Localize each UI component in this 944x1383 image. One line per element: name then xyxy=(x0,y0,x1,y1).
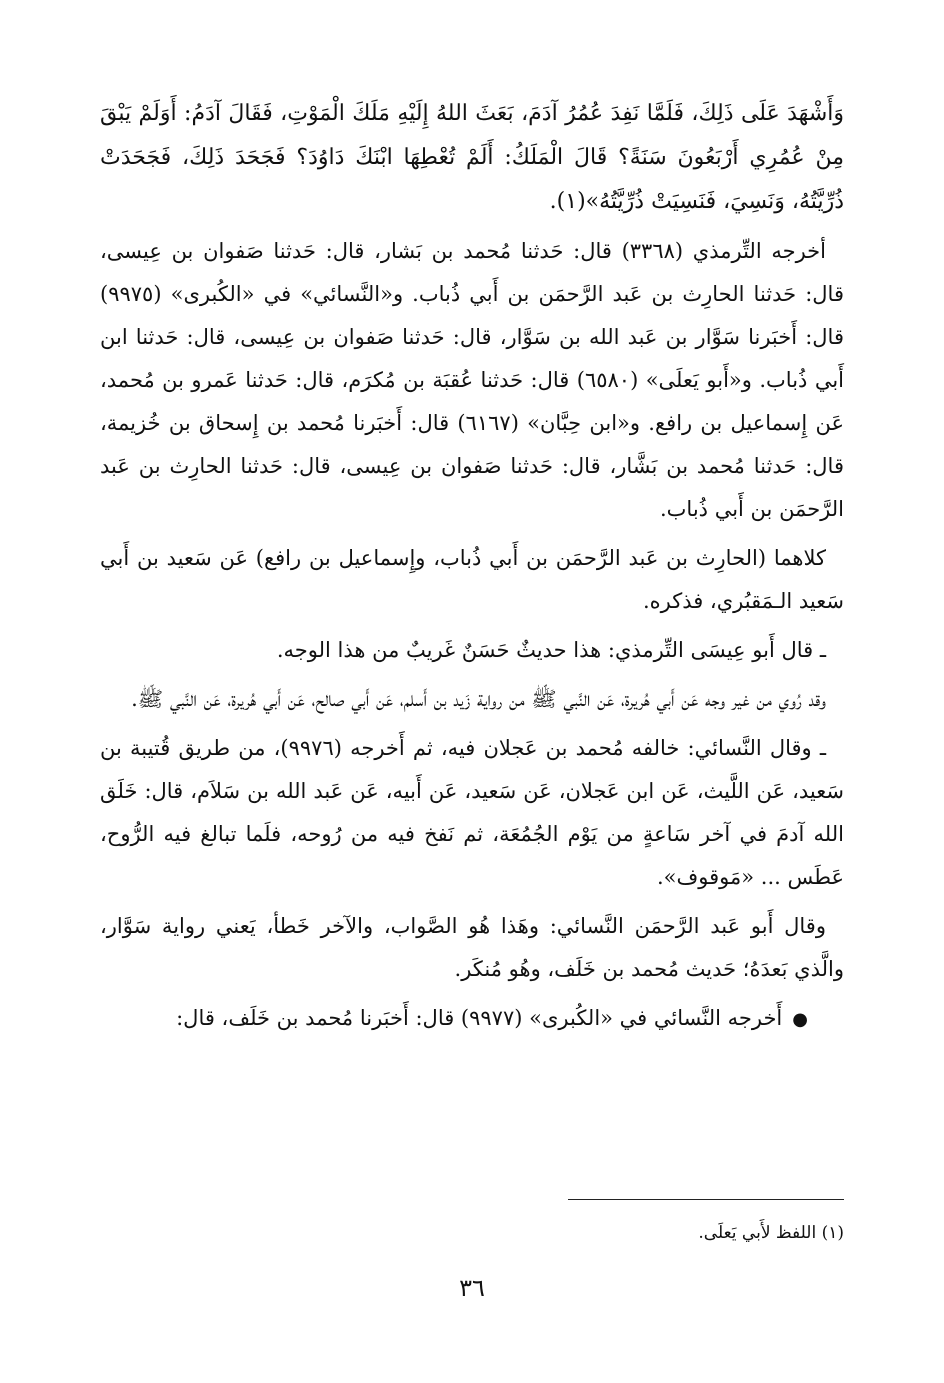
nasai-verdict-paragraph: وقال أَبو عَبد الرَّحمَن النَّسائي: وهَذا هُو الصَّواب، والآخر خَطأ، يَعني رواية سَوَّار، والَّذي بَعدَهُ؛ حَديث مُحمد بن خَلَف، وهُو مُنكَر. xyxy=(100,914,844,981)
hadith-quote-paragraph: وَأَشْهَدَ عَلَى ذَلِكَ، فَلَمَّا نَفِدَ عُمُرُ آدَمَ، بَعَثَ اللهُ إِلَيْهِ مَلَكَ الْمَوْتِ، فَقَالَ آدَمُ: أَوَلَمْ يَبْقَ مِنْ عُمُرِي أَرْبَعُونَ سَنَةً؟ قَالَ الْمَلَكُ: أَلَمْ تُعْطِهَا ابْنَكَ دَاوُدَ؟ فَجَحَدَ ذَلِكَ، فَجَحَدَتْ ذُرِّيَّتُهُ، وَنَسِيَ، فَنَسِيَتْ ذُرِّيَّتُهُ»(١). xyxy=(100,101,844,214)
bullet-paragraph-text: أَخرجه النَّسائي في «الكُبرى» (٩٩٧٧) قال: أَخبَرنا مُحمد بن خَلَف، قال: xyxy=(176,1006,783,1030)
takhrij-paragraph: أخرجه التِّرمذي (٣٣٦٨) قال: حَدثنا مُحمد بن بَشار، قال: حَدثنا صَفوان بن عِيسى، قال: حَدثنا الحارِث بن عَبد الرَّحمَن بن أَبي ذُباب. و«النَّسائي» في «الكُبرى» (٩٩٧٥) قال: أَخبَرنا سَوَّار بن عَبد الله بن سَوَّار، قال: حَدثنا صَفوان بن عِيسى، قال: حَدثنا ابن أَبي ذُباب. و«أَبو يَعلَى» (٦٥٨٠) قال: حَدثنا عُقبَة بن مُكرَم، قال: حَدثنا عَمرو بن مُحمد، عَن إِسماعيل بن رافع. و«ابن حِبَّان» (٦١٦٧) قال: أَخبَرنا مُحمد بن إِسحاق بن خُزيمة، قال: حَدثنا مُحمد بن بَشَّار، قال: حَدثنا صَفوان بن عِيسى، قال: حَدثنا الحارِث بن عَبد الرَّحمَن بن أَبي ذُباب. xyxy=(100,239,844,521)
tirmidhi-comment-paragraph: ـ قال أَبو عِيسَى التِّرمذي: هذا حديثٌ حَسَنٌ غَريبٌ من هذا الوجه. xyxy=(276,638,826,662)
main-text xyxy=(100,92,844,1047)
narrators-paragraph: كلاهما (الحارِث بن عَبد الرَّحمَن بن أَبي ذُباب، وإِسماعيل بن رافع) عَن سَعيد بن أَبي سَعيد الـمَقبُري، فذكره. xyxy=(100,546,844,613)
page-number: ٣٦ xyxy=(459,1274,485,1302)
other-routes-paragraph: وقد رُوي من غير وجه عَن أَبي هُريرة، عَن النَّبي ﷺ من رواية زَيد بن أَسلم، عَن أَبي صالح، عَن أَبي هُريرة، عَن النَّبي ﷺ. xyxy=(131,687,826,711)
bullet-icon: ● xyxy=(792,1009,808,1030)
footnote-divider xyxy=(568,1199,844,1200)
bullet-paragraph xyxy=(100,997,844,1041)
footnote: (١) اللفظ لأَبي يَعلَى. xyxy=(698,1223,844,1243)
nasai-comment-paragraph: ـ وقال النَّسائي: خالفه مُحمد بن عَجلان فيه، ثم أَخرجه (٩٩٧٦)، من طريق قُتيبة بن سَعيد، عَن اللَّيث، عَن ابن عَجلان، عَن سَعيد، عَن أَبيه، عَن عَبد الله بن سَلاَم، قال: خَلَق الله آدمَ في آخر سَاعةٍ من يَوْم الجُمُعَة، ثم نَفخ فيه من رُوحه، فلَما تبالغ فيه الرُّوح، عَطَس ... «مَوقوف». xyxy=(100,736,844,889)
